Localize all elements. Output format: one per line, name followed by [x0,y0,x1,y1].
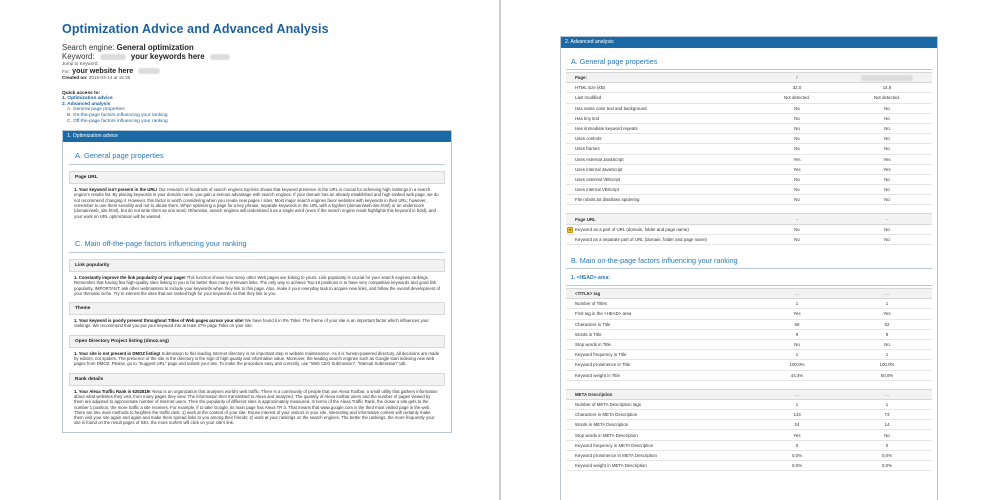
row-label: File robots.txt disallows spidering [566,195,752,205]
table-row [566,83,932,93]
row-value: 8 [842,329,932,339]
table-row [566,319,932,329]
row-value: No [842,144,932,154]
row-value: 44,4% [752,370,842,380]
advice-text: 1. Constantly improve the link popularity of your page! This function shows how many other Web pages are linking to yours. Link popularity is crucial for your search engines rankings. Remember that having few high-quality sites linking to you is far better than many irrelevant links. The only way to achieve Top-10 positions is to have very competitive keywords and good link popularity. IMPORTANT: ask other webmasters to include your keywords when they link to this page. Also, make it your everyday task to acquire new links, and follow the overall development of your thematic niche. Try to interest the sites that are ranked high for your keywords so that they link to you. [74,274,441,296]
table-header-row: Page: / [566,73,932,83]
row-value: No [752,174,842,184]
row-value: No [842,339,932,349]
row-value: Yes [842,164,932,174]
table-row [566,224,932,234]
page-divider [499,0,501,500]
row-label: Keyword frequency in META Description [566,440,752,450]
advice-text: 1. Your site is not present in DMOZ listing! Submission to this leading Internet directory is an important step in website maintenance. As it is human-powered directory, all decisions are made by editors, not spiders. The presence of the site in the directory is the sign of high quality and informative value. Moreover, the leading search engines such as Google start indexing new web pages from DMOZ. Please, go to "Suggest URL" page and submit your site. To make the procedure easy and correctly, use "Web CEO Submission", "Manual Submission" tab. [74,350,440,367]
row-value: 0,0% [842,461,932,471]
row-value: No [752,224,842,234]
topic-header: Rank details [69,373,445,386]
topic-header: Open Directory Project listing (dmoz.org) [69,335,445,348]
jump-label: Jump to Keyword: [62,61,99,67]
row-value: 1 [842,350,932,360]
row-value: 1 [752,350,842,360]
quick-link-optimization-advice[interactable]: 1. Optimization advice [62,96,113,102]
table-row [566,339,932,349]
quick-link-off-page-factors[interactable]: C. Off-the-page factors influencing your ranking [67,118,168,124]
subsection-title: B. Main on-the-page factors influencing your ranking [566,253,932,269]
row-label: Keyword as a separate part of URL (domain, folder and page name) [566,234,752,244]
quick-link-advanced-analysis[interactable]: 2. Advanced analysis [62,101,111,107]
table-row [566,234,932,244]
created-line: Created on: 2015-03-14 at 15:35 [62,75,131,81]
advice-text: 1. Your keyword is poorly present throughout Titles of Web pages across your site! We have found it in 0% Titles. The theme of your site is an important factor which influences your rankings. We recommend that you put your keyword into at least 27% page Titles on your site. [74,318,429,329]
table-row [566,309,932,319]
row-label: Has same color text and background [566,103,752,113]
row-label: Keyword prominence in META Description [566,450,752,460]
blurred-text [138,68,160,74]
row-value: 143 [752,410,842,420]
subsection-title: C. Main off-the-page factors influencing your ranking [69,235,445,253]
row-value: No [752,195,842,205]
row-value: 100,0% [842,360,932,370]
table-row [566,144,932,154]
table-row [566,370,932,380]
row-value: 100,0% [752,360,842,370]
quick-link-general-properties[interactable]: A. General page properties [67,107,125,113]
row-value: 24 [752,420,842,430]
row-value: No [842,195,932,205]
head-area-title: 1. <HEAD> area: [566,271,932,286]
row-value: Yes [752,164,842,174]
row-value: No [752,103,842,113]
row-value: Not detected. [842,93,932,103]
row-value: No [752,339,842,349]
search-engine-line: Search engine: General optimization [62,43,194,52]
row-label: ★ Keyword as a part of URL (domain, folder and page name) [566,224,752,234]
row-value: Yes [752,430,842,440]
table-row [566,123,932,133]
row-value: Yes [842,154,932,164]
row-value: No [842,123,932,133]
page-url-table [566,213,932,245]
website-value: your website here [72,65,134,75]
subsection-title: A. General page properties [69,147,445,165]
table-row [566,93,932,103]
quick-access: Quick access to: 1. Optimization advice 2. Advanced analysis A. General page properties B. On-the-page factors influencing your ranking C. Off-the-page factors influencing your ranking [62,91,452,125]
keyword-value: your keywords here [130,51,205,61]
optimization-advice-page [62,22,452,500]
row-value: 0 [752,440,842,450]
row-label: Uses frames [566,144,752,154]
row-label: Number of Titles [566,299,752,309]
row-value: 52 [842,319,932,329]
table-row [566,103,932,113]
blurred-text [210,54,230,60]
row-label: Keyword weight in Title [566,370,752,380]
row-value: 14,6 [842,83,932,93]
page-title: Optimization Advice and Advanced Analysis [62,22,329,36]
row-label: Words in META Description [566,420,752,430]
general-properties-table [566,72,932,205]
row-value: No [752,144,842,154]
table-row [566,164,932,174]
row-value: No [752,113,842,123]
row-label: Number of META Description tags [566,399,752,409]
table-row [566,299,932,309]
row-value: 1 [752,399,842,409]
row-value: 32,0 [752,83,842,93]
table-header-row: META Description ... ... [566,389,932,399]
row-value: 0,0% [752,450,842,460]
row-value: 50,0% [842,370,932,380]
row-label: Stop words in Title [566,339,752,349]
subsection-title: A. General page properties [566,54,932,70]
row-value: 1 [842,299,932,309]
topic-header: Theme [69,302,445,315]
row-value: No [842,174,932,184]
table-row [566,440,932,450]
section-header: 2. Advanced analysis [561,37,937,48]
row-value: No [842,224,932,234]
table-row [566,185,932,195]
advice-text: 1. Your keyword isn't present in the URL! Our research of hundreds of search engines top-lists shows that keyword presence in the URL is crucial for achieving high rankings in a search engine's results list. By placing keywords in your domain name, you gain a serious advantage with search engines. If your domain has an already established and high-ranked web page, we do not recommend changing it. However, this factor is worth considering when you create new pages / sites. Most major search engines favor websites with keywords in their URL; however, remember to use them sensibly and not to abuse them. When optimizing a page for a key phrase, separate keywords in the URL with a hyphen (domain/web-site.html) or an underscore (domain/web_site.html), but do not write them as one word. Otherwise, search engines will understand it as a single word (even if the search engine result highlights this keyword in bold), and your work on URL optimization will be wasted. [74,187,439,219]
topic-header: Page URL [69,171,445,184]
row-value: 59 [752,319,842,329]
row-value: 9 [752,329,842,339]
advice-text: 1. Your Alexa Traffic Rank is 6252819! Alexa is an organization that analyses world's web traffic. There is a community of people that use Alexa Toolbar, a small utility that gathers information about what websites they visit, from many pages they view. The information then transmitted to Alexa and analyzed. The quantity of Alexa toolbar users and the number of pages viewed by them are adjusted to approximate number of Internet users. Then the popularity of different sites is approximately measured. In terms of the Alexa Traffic Rank, the closer a site gets to the number 1 position, the more traffic a site receives. For example, if to take Google, its main page has Alexa TR 3. That means that www.google.com is the third most visited page in the web. There are two main methods to heighten the traffic rank: 1) work at the content of your site. Rouse interest of your visitors in your site, interesting and informative content will certainly make them visit your site again and again and make them spread links to you among their friends; 2) work at your rankings on the search engines. The better the rankings, the more frequently your site is found on the result pages of SEs, the more surfers will click on your site's link. [74,388,438,426]
row-value: 0 [842,440,932,450]
row-label: Has tiny text [566,113,752,123]
row-label: Uses internal VBScript [566,185,752,195]
table-row [566,329,932,339]
table-header-row: <TITLE> tag ... ... [566,289,932,299]
table-row [566,154,932,164]
report-meta [62,44,452,81]
row-value: No [842,430,932,440]
row-label: Has immediate keyword repeats [566,123,752,133]
row-label: Keyword frequency in Title [566,350,752,360]
row-value: No [842,103,932,113]
row-value: Not detected. [752,93,842,103]
row-value: No [842,113,932,123]
keyword-line: Keyword: your keywords here [62,53,452,62]
row-label: Words in Title [566,329,752,339]
row-label: Last modified [566,93,752,103]
row-label: HTML size (kB) [566,83,752,93]
row-label: Uses external VBScript [566,174,752,184]
meta-description-table [566,389,932,472]
row-label: Uses external JavaScript [566,154,752,164]
title-tag-table [566,288,932,381]
row-value: Yes [752,154,842,164]
table-row [566,461,932,471]
table-row [566,360,932,370]
row-value: Yes [752,309,842,319]
table-row [566,399,932,409]
row-value: 73 [842,410,932,420]
row-label: Uses internal JavaScript [566,164,752,174]
row-value: Yes [842,309,932,319]
section-body [561,48,937,471]
blurred-text [100,54,126,60]
row-value: No [842,234,932,244]
table-row [566,350,932,360]
section-body [63,142,451,432]
table-row [566,195,932,205]
row-value: No [752,123,842,133]
row-label: Characters in META Description [566,410,752,420]
for-line: For: your website here [62,67,452,76]
table-row [566,174,932,184]
table-header-row: Page URL - - [566,214,932,224]
row-label: Stop words in META Description [566,430,752,440]
row-value: No [752,134,842,144]
row-value: No [752,234,842,244]
advanced-analysis-page [560,36,938,500]
row-label: Keyword weight in META Description [566,461,752,471]
table-row [566,420,932,430]
row-value: No [752,185,842,195]
table-row [566,430,932,440]
optimization-advice-section [62,130,452,433]
section-header: 1. Optimization advice [63,131,451,142]
table-row [566,450,932,460]
quick-link-on-page-factors[interactable]: B. On-the-page factors influencing your ranking [67,112,168,118]
row-value: 0,0% [842,450,932,460]
row-value: 1 [752,299,842,309]
table-row [566,113,932,123]
row-value: 14 [842,420,932,430]
search-engine-value: General optimization [116,43,194,52]
blurred-text [861,75,913,81]
row-label: Keyword prominence in Title [566,360,752,370]
row-label: Uses controls [566,134,752,144]
table-row [566,410,932,420]
table-row [566,134,932,144]
row-label: Characters in Title [566,319,752,329]
row-value: No [842,185,932,195]
row-value: 1 [842,399,932,409]
row-value: 0,0% [752,461,842,471]
row-value: No [842,134,932,144]
row-label: First tag in the <HEAD> area [566,309,752,319]
topic-header: Link popularity [69,259,445,272]
warning-star-icon: ★ [568,226,572,232]
